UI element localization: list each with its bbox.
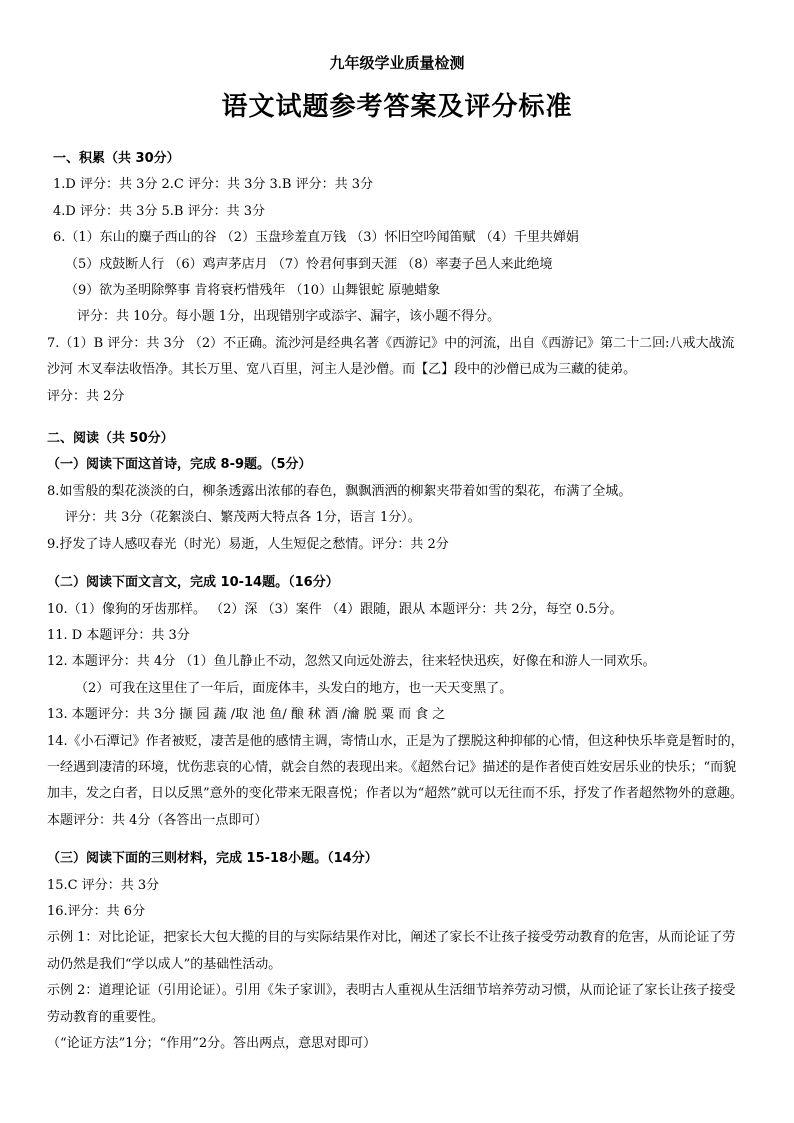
answer-line: 11. D 本题评分：共 3分: [47, 627, 190, 643]
page-title: 语文试题参考答案及评分标准: [221, 92, 573, 122]
answer-paragraph: 示例 1：对比论证，把家长大包大揽的目的与实际结果作对比，阐述了家长不让孩子接受劳动教育的危害，从而论证了劳动仍然是我们“学以成人”的基础性活动。: [47, 930, 736, 972]
answer-line: （2）可我在这里住了一年后，面庞体丰，头发白的地方，也一天天变黑了。: [75, 680, 513, 696]
scoring-note: 评分：共 3分（花絮淡白、繁茂两大特点各 1分，语言 1分）。: [65, 510, 421, 526]
spacer: [47, 558, 747, 570]
exam-subtitle: 九年级学业质量检测: [329, 54, 465, 72]
subsection-heading-poem: （一）阅读下面这首诗，完成 8-9题。（5分）: [47, 457, 312, 473]
scoring-note: 评分：共 2分: [47, 388, 125, 404]
answer-body: [47, 146, 747, 1057]
subsection-heading-materials: （三）阅读下面的三则材料，完成 15-18小题。（14分）: [47, 851, 378, 867]
answer-line: 10.（1）像狗的牙齿那样。 （2）深 （3）案件 （4）跟随，跟从 本题评分：共 2分，每空 0.5分。: [47, 601, 623, 617]
answer-line: 12. 本题评分：共 4分 （1）鱼儿静止不动，忽然又向远处游去，往来轻快迅疾，好像在和游人一同欢乐。: [47, 654, 656, 670]
scoring-note: 评分：共 10分。每小题 1分，出现错别字或添字、漏字，该小题不得分。: [77, 309, 501, 325]
answer-line: 1.D 评分：共 3分 2.C 评分：共 3分 3.B 评分：共 3分: [53, 177, 374, 193]
answer-line: （5）戍鼓断人行 （6）鸡声茅店月 （7）怜君何事到天涯 （8）率妻子邑人来此绝境: [65, 256, 553, 272]
answer-line: 8.如雪般的梨花淡淡的白，柳条透露出浓郁的春色，飘飘洒洒的柳絮夹带着如雪的梨花，布满了全城。: [47, 483, 632, 499]
subsection-heading-classical: （二）阅读下面文言文，完成 10-14题。（16分）: [47, 575, 339, 591]
answer-line: 4.D 评分：共 3分 5.B 评分：共 3分: [53, 203, 265, 219]
answer-line: （9）欲为圣明除弊事 肯将衰朽惜残年 （10）山舞银蛇 原驰蜡象: [65, 283, 441, 299]
answer-paragraph: 7.（1）B 评分：共 3分 （2）不正确。流沙河是经典名著《西游记》中的河流，出自《西游记》第二十二回:八戒大战流沙河 木叉奉法收悟净。其长万里、宽八百里，河主人是沙僧。而【乙】段中的沙僧已成为三藏的徒弟。: [47, 335, 735, 378]
section-heading-accumulation: 一、积累（共 30分）: [53, 151, 180, 166]
spacer: [47, 410, 747, 426]
answer-line: 6.（1）东山的麋子西山的谷 （2）玉盘珍羞直万钱 （3）怀旧空吟闻笛赋 （4）千里共婵娟: [53, 230, 579, 246]
answer-paragraph: 示例 2：道理论证（引用论证）。引用《朱子家训》，表明古人重视从生活细节培养劳动习惯，从而论证了家长让孩子接受劳动教育的重要性。: [47, 983, 736, 1025]
spacer: [47, 834, 747, 846]
answer-paragraph: 14.《小石潭记》作者被贬，凄苦是他的感情主调，寄情山水，正是为了摆脱这种抑郁的心情，但这种快乐毕竟是暂时的，一经遇到凄清的环境，忧伤悲哀的心情，就会自然的表现出来。《超然台记》描述的是作者使百姓安居乐业的快乐；“而貌加丰，发之白者，日以反黑”意外的变化带来无限喜悦；作者以为“超然”就可以无往而不乐，抒发了作者超然物外的意趣。本题评分：共 4分（各答出一点即可）: [47, 733, 744, 828]
scoring-note: （“论证方法”1分；“作用”2分。答出两点，意思对即可）: [47, 1036, 377, 1051]
answer-line: 15.C 评分：共 3分: [47, 877, 160, 893]
answer-line: 13. 本题评分：共 3分 撷 园 蔬 /取 池 鱼/ 酿 秫 酒 /瀹 脱 粟 而 食 之: [47, 707, 446, 723]
answer-line: 9.抒发了诗人感叹春光（时光）易逝，人生短促之愁情。评分：共 2分: [47, 536, 449, 552]
section-heading-reading: 二、阅读（共 50分）: [47, 431, 174, 447]
answer-line: 16.评分：共 6分: [47, 903, 146, 919]
